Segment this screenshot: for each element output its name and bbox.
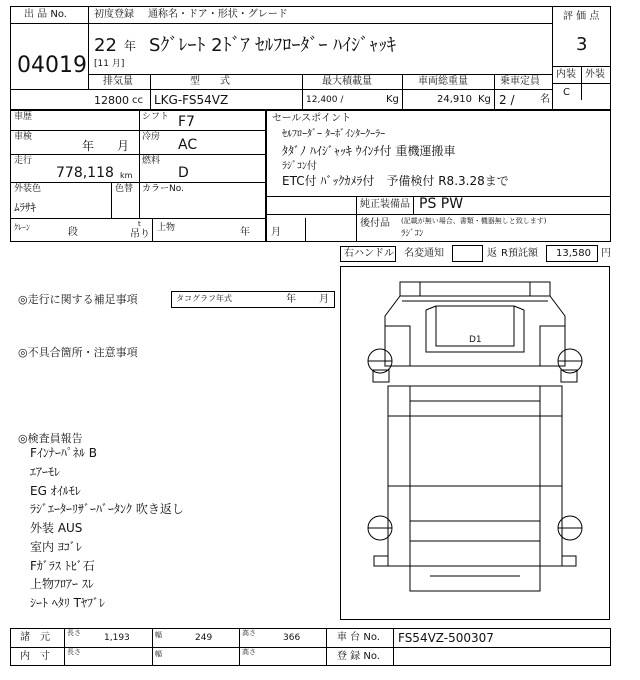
divider [111, 182, 112, 218]
tachograph-label: タコグラフ年式 [176, 294, 232, 303]
genuine-equipment-value: PS PW [419, 196, 464, 212]
inner-length-label: 長さ [67, 648, 81, 656]
lot-number: 04019 [17, 53, 87, 78]
mount-year-unit: 年 [240, 227, 250, 238]
color-code-label: カラーNo. [142, 184, 184, 194]
bed-outline [388, 386, 562, 566]
return-label: 返 [487, 248, 497, 259]
sales-point-line: ﾀﾀﾞﾉ ﾊｲｼﾞｬｯｷ ｳｲﾝﾁ付 重機運搬車 [282, 144, 456, 158]
sales-point-line: ETC付 ﾊﾞｯｸｶﾒﾗ付 予備検付 R8.3.28まで [282, 174, 509, 188]
damage-mark: D1 [469, 335, 482, 345]
inspection-month-unit: 月 [117, 139, 130, 153]
address-change-checkbox [452, 245, 483, 262]
inspector-line: ﾗｼﾞｴｰﾀｰﾘｻﾞｰﾊﾞｰﾀﾝｸ 吹き返し [30, 502, 184, 516]
inspector-line: ｼｰﾄ ﾍﾀﾘ Tﾔﾌﾞﾚ [30, 596, 105, 610]
divider [10, 89, 552, 90]
ext-color-label: 外装色 [14, 184, 42, 194]
inner-dims-label: 内 寸 [20, 651, 50, 662]
chassis-label: 車 台 No. [337, 632, 380, 643]
divider [10, 130, 266, 131]
height-value: 366 [283, 633, 301, 643]
gross-weight-value: 24,910 [437, 94, 472, 105]
sales-point-line: ﾗｼﾞｺﾝ付 [282, 161, 317, 172]
max-load-value: 12,400 / [306, 95, 344, 105]
recycle-unit: 円 [601, 248, 611, 259]
length-label: 長さ [67, 629, 81, 637]
gross-weight-unit: Kg [478, 94, 491, 105]
interior-label: 内装 [556, 69, 576, 80]
right-hand-label: 右ハンドル [344, 248, 394, 259]
divider [402, 74, 403, 110]
divider [10, 218, 266, 219]
score-label: 評 価 点 [563, 11, 600, 22]
dimensions-label: 諸 元 [20, 632, 50, 643]
shift-label: シフト [142, 112, 170, 122]
bed-rail [410, 386, 540, 566]
divider [10, 647, 611, 648]
interior-grade: C [563, 87, 570, 98]
divider [413, 196, 414, 214]
recycle-label: R預託額 [501, 248, 538, 259]
capacity-label: 乗車定員 [500, 76, 540, 87]
door-left [385, 326, 410, 366]
model-name: Sｸﾞﾚｰﾄ 2ﾄﾞｱ ｾﾙﾌﾛｰﾀﾞｰ ﾊｲｼﾞｬｯｷ [149, 35, 397, 56]
door-right [540, 326, 565, 366]
inspector-line: ｴｱｰﾓﾚ [30, 465, 61, 479]
divider [10, 182, 266, 183]
inspector-line: 外装 AUS [30, 521, 83, 535]
recycle-amount: 13,580 [556, 248, 591, 259]
crane-stage-unit: 段 [68, 227, 78, 238]
divider [494, 74, 495, 110]
divider [88, 23, 552, 24]
crane-ton-unit: t [138, 220, 141, 228]
capacity-value: 2 / [499, 93, 515, 107]
inner-height-label: 高さ [242, 648, 256, 656]
inspector-line: 室内 ﾖｺﾞﾚ [30, 540, 82, 554]
length-value: 1,193 [104, 633, 130, 643]
rear-lamp [374, 556, 576, 566]
ext-color-value: ﾑﾗｻｷ [14, 201, 36, 214]
first-reg-label: 初度登録 [94, 9, 134, 20]
divider [10, 23, 88, 24]
width-value: 249 [195, 633, 213, 643]
divider [139, 110, 140, 182]
address-change-label: 名変通知 [404, 248, 444, 259]
registration-label: 登 録 No. [337, 651, 380, 662]
genuine-equipment-label: 純正装備品 [360, 199, 410, 210]
ac-label: 冷房 [142, 132, 161, 142]
cab-top [400, 282, 550, 296]
sales-point-line: ｾﾙﾌﾛｰﾀﾞｰ ﾀｰﾎﾞｲﾝﾀｰｸｰﾗｰ [282, 129, 386, 140]
fuel-label: 燃料 [142, 156, 161, 166]
divider [552, 83, 611, 84]
lot-label: 出 品 No. [24, 9, 67, 20]
mount-month-unit: 月 [271, 227, 281, 238]
bed-divider [410, 521, 540, 541]
divider [88, 74, 552, 75]
capacity-unit: 名 [540, 94, 550, 105]
inspector-line: Fｶﾞﾗｽ ﾄﾋﾞ石 [30, 559, 95, 573]
divider [150, 74, 151, 110]
ac-value: AC [178, 137, 198, 153]
fuel-value: D [178, 165, 189, 181]
divider [266, 214, 611, 215]
reg-year-unit: 年 [124, 39, 137, 53]
divider [326, 628, 327, 666]
model-code: LKG-FS54VZ [154, 93, 229, 107]
chassis-number: FS54VZ-500307 [398, 631, 494, 645]
max-load-label: 最大積載量 [322, 76, 372, 87]
tachograph-year-unit: 年 [286, 294, 296, 305]
divider [356, 196, 357, 242]
reg-year: 22 [94, 35, 117, 56]
mount-label: 上物 [157, 223, 176, 233]
divider [88, 6, 89, 89]
divider [239, 628, 240, 666]
divider [152, 218, 153, 242]
divider [10, 154, 266, 155]
displacement-label: 排気量 [103, 76, 133, 87]
rear-bumper [410, 566, 540, 591]
color-change-label: 色替 [115, 184, 134, 194]
inner-width-label: 幅 [155, 650, 162, 658]
inspector-line: EG ｵｲﾙﾓﾚ [30, 484, 81, 498]
divider [64, 628, 65, 666]
inspector-line: 上物ﾌﾛｱｰ ｽﾚ [30, 577, 94, 591]
shift-value: F7 [178, 114, 195, 130]
gross-weight-label: 車両総重量 [418, 76, 468, 87]
divider [305, 218, 306, 242]
inspection-year-unit: 年 [82, 139, 95, 153]
sales-points-label: セールスポイント [272, 113, 352, 124]
driving-notes-label: ◎走行に関する補足事項 [18, 293, 138, 306]
divider [393, 628, 394, 666]
crane-hang-unit: 吊り [130, 229, 150, 240]
divider [552, 66, 611, 67]
height-label: 高さ [242, 629, 256, 637]
score-value: 3 [576, 34, 588, 55]
truck-diagram [340, 266, 610, 620]
width-label: 幅 [155, 631, 162, 639]
model-label: 型 式 [190, 76, 230, 87]
common-name-label: 通称名・ドア・形状・グレード [148, 9, 288, 20]
inspector-report-label: ◎検査員報告 [18, 432, 83, 445]
divider [302, 74, 303, 110]
max-load-unit: Kg [386, 94, 399, 105]
divider [552, 6, 553, 110]
divider [152, 628, 153, 666]
inspection-label: 車検 [14, 132, 33, 142]
divider [139, 182, 140, 218]
aftermarket-note: (記載が無い場合、書類・機器無しと致します) [401, 217, 547, 225]
reg-month: [11 月] [94, 59, 125, 69]
exterior-label: 外装 [585, 69, 605, 80]
mileage-unit: km [120, 171, 133, 180]
aftermarket-label: 後付品 [360, 218, 390, 229]
crane-label: ｸﾚｰﾝ [14, 223, 30, 232]
tachograph-month-unit: 月 [319, 294, 329, 305]
mileage-value: 778,118 [56, 165, 114, 181]
inspector-line: Fｲﾝﾅｰﾊﾟﾈﾙ B [30, 446, 97, 460]
displacement-value: 12800 [94, 94, 129, 107]
defects-label: ◎不具合箇所・注意事項 [18, 346, 138, 359]
aftermarket-value: ﾗｼﾞｺﾝ [401, 229, 424, 239]
cab-line [426, 306, 524, 310]
cab-line [420, 282, 530, 296]
history-label: 車歴 [14, 112, 33, 122]
displacement-unit: cc [132, 95, 143, 106]
mileage-label: 走行 [14, 156, 33, 166]
